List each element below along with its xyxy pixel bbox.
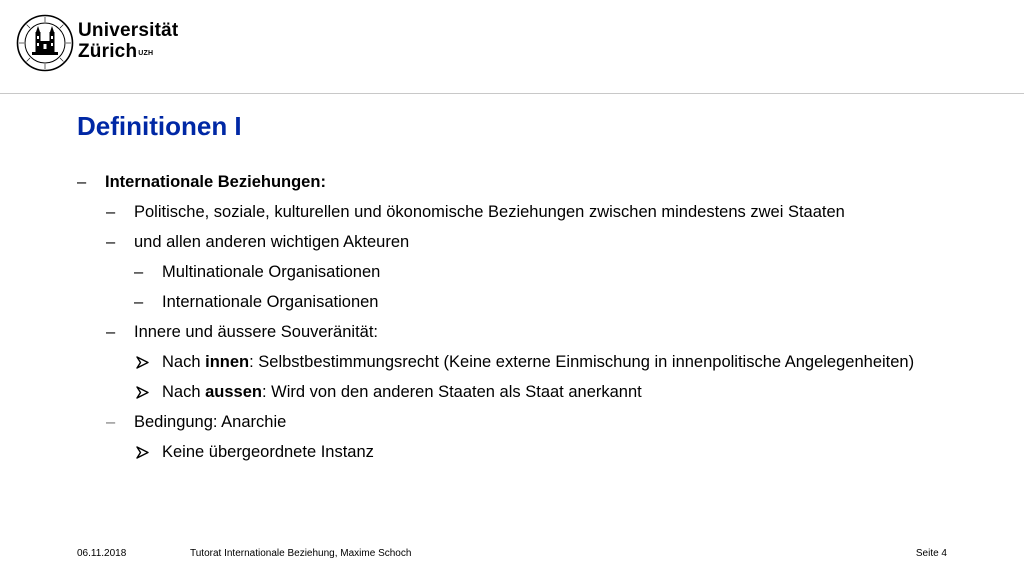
dash-bullet: – [106,413,116,431]
slide-title: Definitionen I [77,111,242,141]
dash-bullet: – [106,203,116,221]
dash-bullet: – [77,173,87,191]
bullet-text-pre: Nach [162,353,206,371]
bullet-item [134,262,977,283]
footer-date: 06.11.2018 [77,548,127,559]
brand-city: Zürich [78,41,138,62]
bullet-text-bold: innen [205,353,250,371]
footer-page-number: Seite 4 [915,548,947,559]
header-divider [0,93,1024,94]
bullet-text-bold: aussen [205,383,262,401]
bullet-text: Internationale Beziehungen: [105,173,326,191]
arrow-bullet-icon [136,386,150,399]
dash-bullet: – [106,233,116,251]
arrow-bullet-icon [136,356,150,369]
bullet-text: und allen anderen wichtigen Akteuren [134,233,410,251]
bullet-text: Bedingung: Anarchie [134,413,287,431]
bullet-item [134,352,977,373]
dash-bullet: – [106,323,116,341]
bullet-item [106,412,977,433]
bullet-text: Keine übergeordnete Instanz [162,443,374,461]
bullet-text: Politische, soziale, kulturellen und ökonomische Beziehungen zwischen mindestens zwei Staaten [134,203,845,221]
bullet-text: Internationale Organisationen [162,293,379,311]
bullet-text-pre: Nach [162,383,206,401]
uzh-seal-icon [16,14,74,72]
footer-title: Tutorat Internationale Beziehung, Maxime Schoch [190,548,412,559]
bullet-item [77,172,977,193]
bullet-text: Multinationale Organisationen [162,263,381,281]
brand-line-2 [78,41,178,62]
slide-content [77,172,977,472]
arrow-bullet-icon [136,446,150,459]
bullet-text-post: : Selbstbestimmungsrecht (Keine externe Einmischung in innenpolitische Angelegenheiten) [249,353,915,371]
bullet-item [134,292,977,313]
bullet-item [134,442,977,463]
dash-bullet: – [134,293,144,311]
bullet-text: Innere und äussere Souveränität: [134,323,378,341]
university-logo [16,14,179,72]
bullet-item [106,322,977,343]
bullet-text-post: : Wird von den anderen Staaten als Staat anerkannt [261,383,642,401]
university-wordmark [78,20,178,62]
brand-line-1: Universität [78,20,179,41]
brand-sup: UZH [138,50,154,57]
bullet-item [106,232,977,253]
bullet-item [134,382,977,403]
dash-bullet: – [134,263,144,281]
bullet-item [106,202,977,223]
